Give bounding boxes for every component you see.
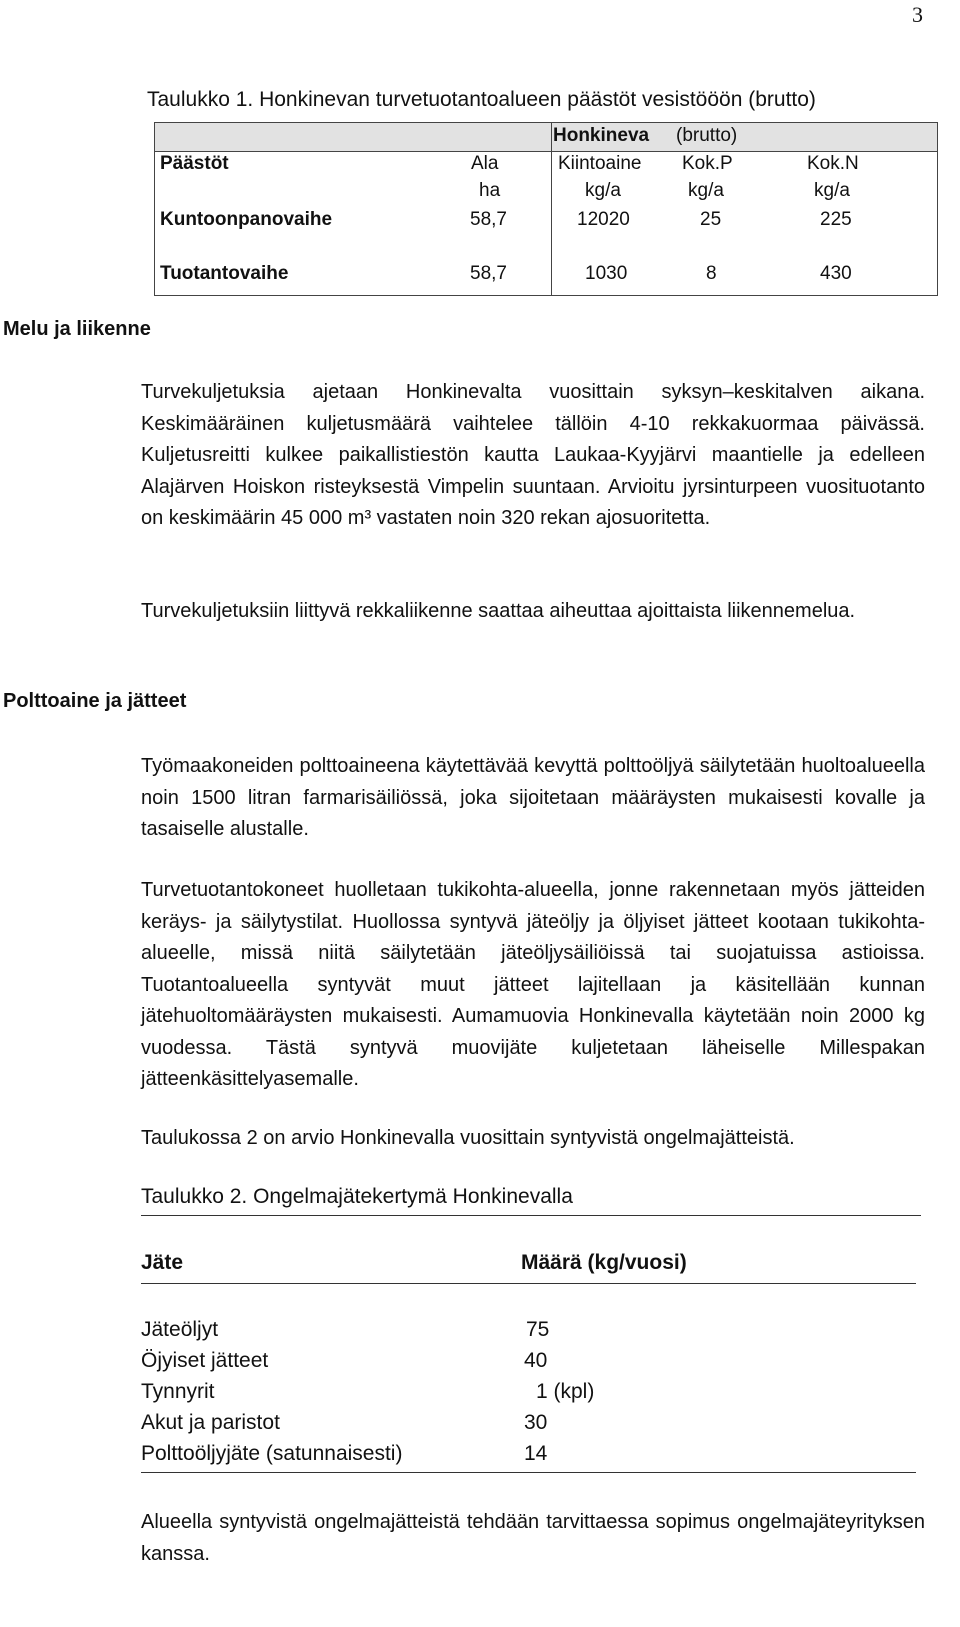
unit-kiintoaine: kg/a [585,180,621,201]
col-jate: Jäte [141,1251,184,1274]
row-name: Kuntoonpanovaihe [160,209,333,230]
table1-divider [551,123,552,295]
page-number: 3 [912,2,923,27]
table1-caption: Taulukko 1. Honkinevan turvetuotantoalueen päästöt vesistööön (brutto) [147,88,816,111]
section-heading-polttoaine: Polttoaine ja jätteet [3,690,187,712]
waste-amount: 75 [526,1318,550,1341]
table1-header-rule [155,151,937,152]
section-heading-melu: Melu ja liikenne [3,318,151,340]
waste-name: Jäteöljyt [141,1318,219,1341]
row-kokn: 225 [820,209,852,230]
emissions-table [154,122,938,296]
row-ala: 58,7 [470,209,507,230]
row-kokn: 430 [820,263,852,284]
col-kokp: Kok.P [682,153,733,174]
waste-amount: 14 [524,1442,548,1465]
table2-top-rule [141,1215,921,1216]
row-ala: 58,7 [470,263,507,284]
waste-name: Akut ja paristot [141,1411,280,1434]
col-maara: Määrä (kg/vuosi) [521,1251,687,1274]
unit-ala: ha [479,180,501,201]
waste-name: Tynnyrit [141,1380,215,1403]
table2-bottom-rule [141,1472,916,1473]
row-kiintoaine: 1030 [585,263,628,284]
col-paastot: Päästöt [160,153,229,174]
polttoaine-paragraph-2: Turvetuotantokoneet huolletaan tukikohta-alueella, jonne rakennetaan myös jätteiden keräys- ja säilytystilat. Huollossa syntyvä jäteöljy ja öljyiset jätteet kootaan tukikohta-alueelle, missä niitä säilytetään jäteöljysäiliöissä tai suojatuissa astioissa. Tuotantoalueella syntyvät muut jätteet lajitellaan ja käsitellään kunnan jätehuoltomääräysten mukaisesti. Aumamuovia Honkinevalla käytetään noin 2000 kg vuodessa. Tästä syntyvä muovijäte kuljetetaan läheiselle Millespakan jätteenkäsittelyasemalle. [141,879,925,1090]
unit-kokn: kg/a [814,180,850,201]
waste-amount: 1 (kpl) [536,1380,595,1403]
table1-header-shade [155,123,937,151]
table2-caption: Taulukko 2. Ongelmajätekertymä Honkinevalla [141,1185,573,1208]
row-name: Tuotantovaihe [160,263,289,284]
waste-amount: 40 [524,1349,548,1372]
col-kokn: Kok.N [807,153,859,174]
group-header: Honkineva [553,125,650,146]
row-kokp: 8 [706,263,717,284]
waste-name: Polttoöljyjäte (satunnaisesti) [141,1442,403,1465]
table2-header-rule [141,1283,916,1284]
closing-paragraph: Alueella syntyvistä ongelmajätteistä tehdään tarvittaessa sopimus ongelmajäteyrityksen kanssa. [141,1511,925,1565]
col-ala: Ala [471,153,499,174]
group-header-suffix: (brutto) [676,125,738,146]
melu-paragraph-1: Turvekuljetuksia ajetaan Honkinevalta vuosittain syksyn–keskitalven aikana. Keskimääräinen kuljetusmäärä vaihtelee tällöin 4-10 rekkakuormaa päivässä. Kuljetusreitti kulkee paikallistiestön kautta Laukaa-Kyyjärvi maantielle ja edelleen Alajärven Hoiskon risteyksestä Vimpelin suuntaan. Arvioitu jyrsinturpeen vuosituotanto on keskimäärin 45 000 m³ vastaten noin 320 rekan ajosuoritetta. [141,381,925,529]
waste-name: Öjyiset jätteet [141,1349,269,1372]
polttoaine-paragraph-3: Taulukossa 2 on arvio Honkinevalla vuosittain syntyvistä ongelmajätteistä. [141,1127,795,1149]
waste-amount: 30 [524,1411,548,1434]
row-kiintoaine: 12020 [577,209,630,230]
col-kiintoaine: Kiintoaine [558,153,642,174]
row-kokp: 25 [700,209,722,230]
melu-paragraph-2: Turvekuljetuksiin liittyvä rekkaliikenne saattaa aiheuttaa ajoittaista liikennemelua. [141,600,856,622]
unit-kokp: kg/a [688,180,724,201]
polttoaine-paragraph-1: Työmaakoneiden polttoaineena käytettävää kevyttä polttoöljyä säilytetään huoltoalueella noin 1500 litran farmarisäiliössä, joka sijoitetaan määräysten mukaisesti kovalle ja tasaiselle alustalle. [141,755,925,840]
